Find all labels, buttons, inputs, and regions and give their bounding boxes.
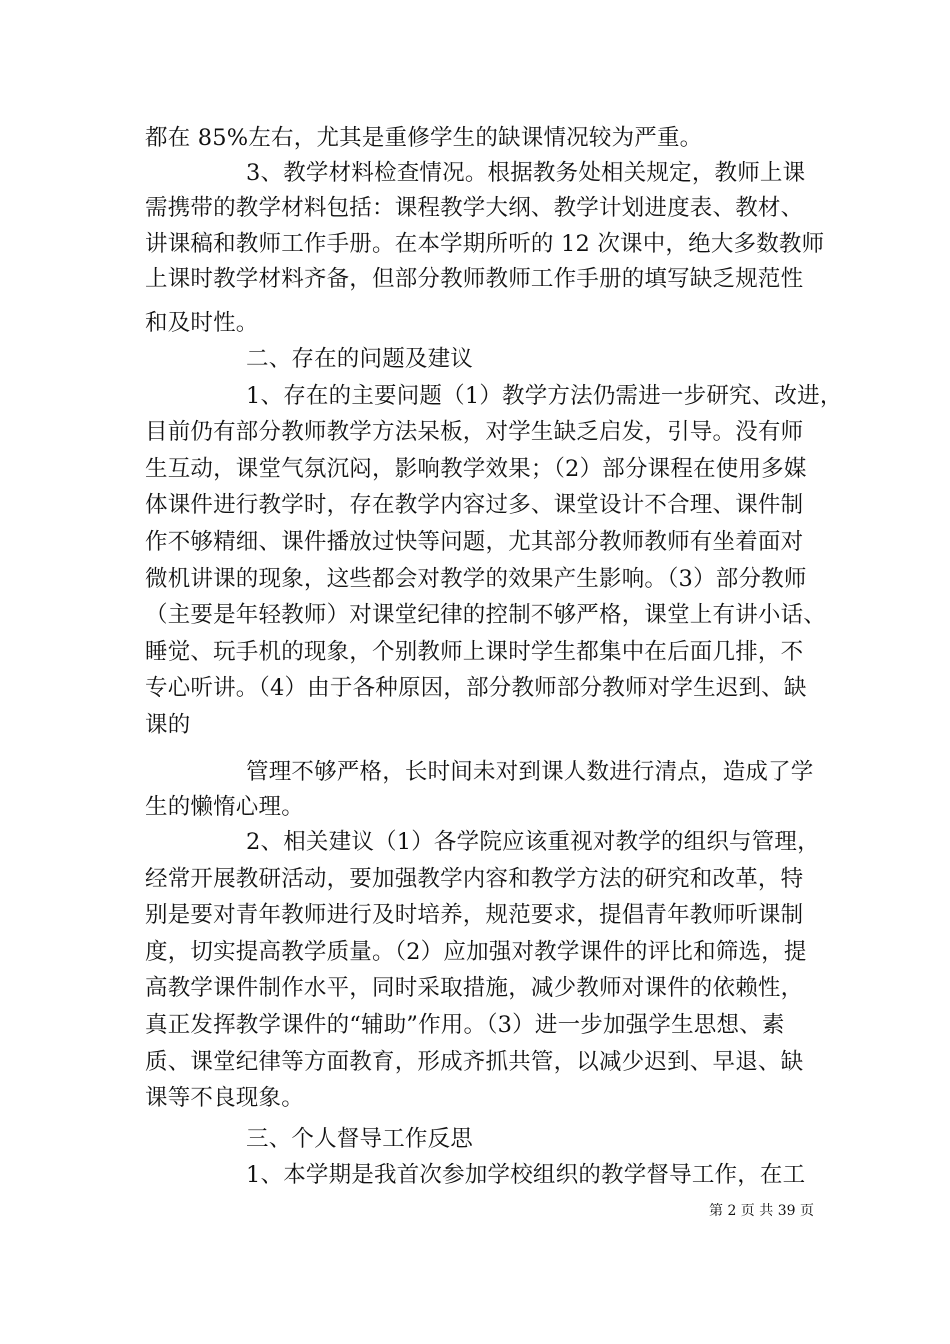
section-heading: 二、存在的问题及建议 <box>246 346 474 372</box>
text-line: （主要是年轻教师）对课堂纪律的控制不够严格，课堂上有讲小话、 <box>145 602 827 628</box>
text-line: 2、相关建议（1）各学院应该重视对教学的组织与管理， <box>246 829 820 855</box>
text-line: 需携带的教学材料包括：课程教学大纲、教学计划进度表、教材、 <box>145 195 804 221</box>
text-line: 睡觉、玩手机的现象，个别教师上课时学生都集中在后面几排，不 <box>145 639 804 665</box>
text-line: 别是要对青年教师进行及时培养，规范要求，提倡青年教师听课制 <box>145 902 804 928</box>
text-line: 课的 <box>145 712 191 738</box>
text-line: 作不够精细、课件播放过快等问题，尤其部分教师教师有坐着面对 <box>145 529 804 555</box>
text-line: 1、存在的主要问题（1）教学方法仍需进一步研究、改进， <box>246 383 843 409</box>
text-line: 1、本学期是我首次参加学校组织的教学督导工作，在工 <box>246 1162 806 1188</box>
text-line: 管理不够严格，长时间未对到课人数进行清点，造成了学 <box>246 759 814 785</box>
text-line: 课等不良现象。 <box>145 1085 304 1111</box>
text-line: 目前仍有部分教师教学方法呆板，对学生缺乏启发，引导。没有师 <box>145 419 804 445</box>
text-line: 度，切实提高教学质量。（2）应加强对教学课件的评比和筛选，提 <box>145 939 807 965</box>
text-line: 专心听讲。（4）由于各种原因，部分教师部分教师对学生迟到、缺 <box>145 675 807 701</box>
page-number: 第 2 页 共 39 页 <box>709 1203 814 1219</box>
text-line: 和及时性。 <box>145 310 259 336</box>
text-line: 质、课堂纪律等方面教育，形成齐抓共管，以减少迟到、早退、缺 <box>145 1049 804 1075</box>
text-line: 生的懒惰心理。 <box>145 794 304 820</box>
text-line: 微机讲课的现象，这些都会对教学的效果产生影响。（3）部分教师 <box>145 566 807 592</box>
section-heading: 三、个人督导工作反思 <box>246 1126 474 1152</box>
text-line: 讲课稿和教师工作手册。在本学期所听的 12 次课中，绝大多数教师 <box>145 231 825 257</box>
text-line: 体课件进行教学时，存在教学内容过多、课堂设计不合理、课件制 <box>145 492 804 518</box>
text-line: 3、教学材料检查情况。根据教务处相关规定，教师上课 <box>246 160 806 186</box>
text-line: 经常开展教研活动，要加强教学内容和教学方法的研究和改革，特 <box>145 866 804 892</box>
text-line: 高教学课件制作水平，同时采取措施，减少教师对课件的依赖性， <box>145 975 804 1001</box>
text-line: 生互动，课堂气氛沉闷，影响教学效果；（2）部分课程在使用多媒 <box>145 456 807 482</box>
text-line: 真正发挥教学课件的“辅助”作用。（3）进一步加强学生思想、素 <box>145 1012 785 1038</box>
text-line: 都在 85%左右，尤其是重修学生的缺课情况较为严重。 <box>145 125 703 151</box>
text-line: 上课时教学材料齐备，但部分教师教师工作手册的填写缺乏规范性 <box>145 266 804 292</box>
